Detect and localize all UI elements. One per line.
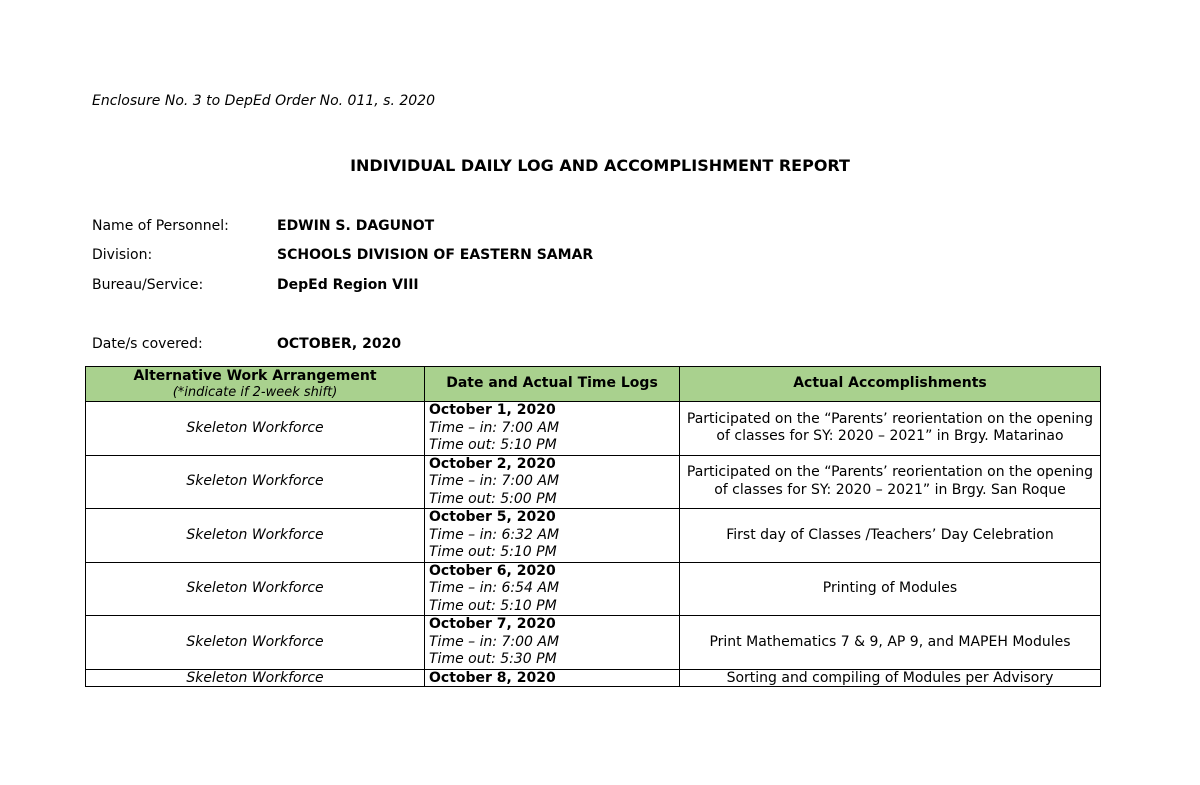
name-value: EDWIN S. DAGUNOT [277, 218, 435, 234]
daily-log-table [85, 366, 1101, 687]
time-log-cell [425, 616, 680, 670]
accomplishment-cell: Sorting and compiling of Modules per Advisory [680, 669, 1101, 686]
enclosure-reference: Enclosure No. 3 to DepEd Order No. 011, s. 2020 [92, 93, 435, 109]
log-date: October 8, 2020 [429, 669, 556, 686]
time-in: Time – in: 7:00 AM [429, 633, 560, 650]
time-in: Time – in: 6:54 AM [429, 580, 560, 596]
header-work-arrangement-label: Alternative Work Arrangement [133, 368, 377, 384]
time-log-cell [425, 669, 680, 686]
time-log-cell [425, 509, 680, 563]
time-out: Time out: 5:00 PM [429, 490, 557, 507]
log-date: October 2, 2020 [429, 455, 556, 472]
division-label: Division: [92, 247, 153, 263]
time-log-cell [425, 402, 680, 456]
division-value: SCHOOLS DIVISION OF EASTERN SAMAR [277, 247, 594, 263]
time-log-cell [425, 562, 680, 616]
log-date: October 5, 2020 [429, 509, 556, 525]
accomplishment-cell: Participated on the “Parents’ reorientation on the opening of classes for SY: 2020 – 2021” in Brgy. Matarinao [680, 402, 1101, 456]
header-work-arrangement-note: (*indicate if 2-week shift) [172, 385, 338, 400]
accomplishment-cell: Printing of Modules [680, 562, 1101, 616]
time-out: Time out: 5:10 PM [429, 544, 557, 560]
table-header-row [86, 367, 1101, 402]
accomplishment-cell: Participated on the “Parents’ reorientation on the opening of classes for SY: 2020 – 2021” in Brgy. San Roque [680, 455, 1101, 509]
name-label: Name of Personnel: [92, 218, 229, 234]
header-time-logs: Date and Actual Time Logs [425, 367, 680, 402]
time-out: Time out: 5:10 PM [429, 597, 557, 614]
table-row [86, 669, 1101, 686]
time-in: Time – in: 6:32 AM [429, 526, 560, 543]
table-row [86, 455, 1101, 509]
arrangement-cell: Skeleton Workforce [86, 509, 425, 563]
accomplishment-cell: Print Mathematics 7 & 9, AP 9, and MAPEH Modules [680, 616, 1101, 670]
time-in: Time – in: 7:00 AM [429, 419, 560, 436]
time-in: Time – in: 7:00 AM [429, 473, 560, 489]
arrangement-cell: Skeleton Workforce [86, 562, 425, 616]
arrangement-cell: Skeleton Workforce [86, 455, 425, 509]
bureau-label: Bureau/Service: [92, 277, 204, 293]
bureau-value: DepEd Region VIII [277, 277, 419, 293]
header-accomplishments: Actual Accomplishments [680, 367, 1101, 402]
log-date: October 1, 2020 [429, 402, 556, 418]
table-row [86, 616, 1101, 670]
arrangement-cell: Skeleton Workforce [86, 402, 425, 456]
log-date: October 7, 2020 [429, 616, 556, 632]
arrangement-cell: Skeleton Workforce [86, 616, 425, 670]
table-row [86, 562, 1101, 616]
table-row [86, 509, 1101, 563]
time-out: Time out: 5:30 PM [429, 651, 557, 667]
accomplishment-cell: First day of Classes /Teachers’ Day Celebration [680, 509, 1101, 563]
log-date: October 6, 2020 [429, 562, 556, 579]
page-title: INDIVIDUAL DAILY LOG AND ACCOMPLISHMENT REPORT [350, 156, 850, 175]
dates-covered-label: Date/s covered: [92, 336, 203, 352]
dates-covered-value: OCTOBER, 2020 [277, 336, 402, 352]
time-out: Time out: 5:10 PM [429, 437, 557, 453]
time-log-cell [425, 455, 680, 509]
arrangement-cell: Skeleton Workforce [86, 669, 425, 686]
table-row [86, 402, 1101, 456]
header-work-arrangement [86, 367, 425, 402]
